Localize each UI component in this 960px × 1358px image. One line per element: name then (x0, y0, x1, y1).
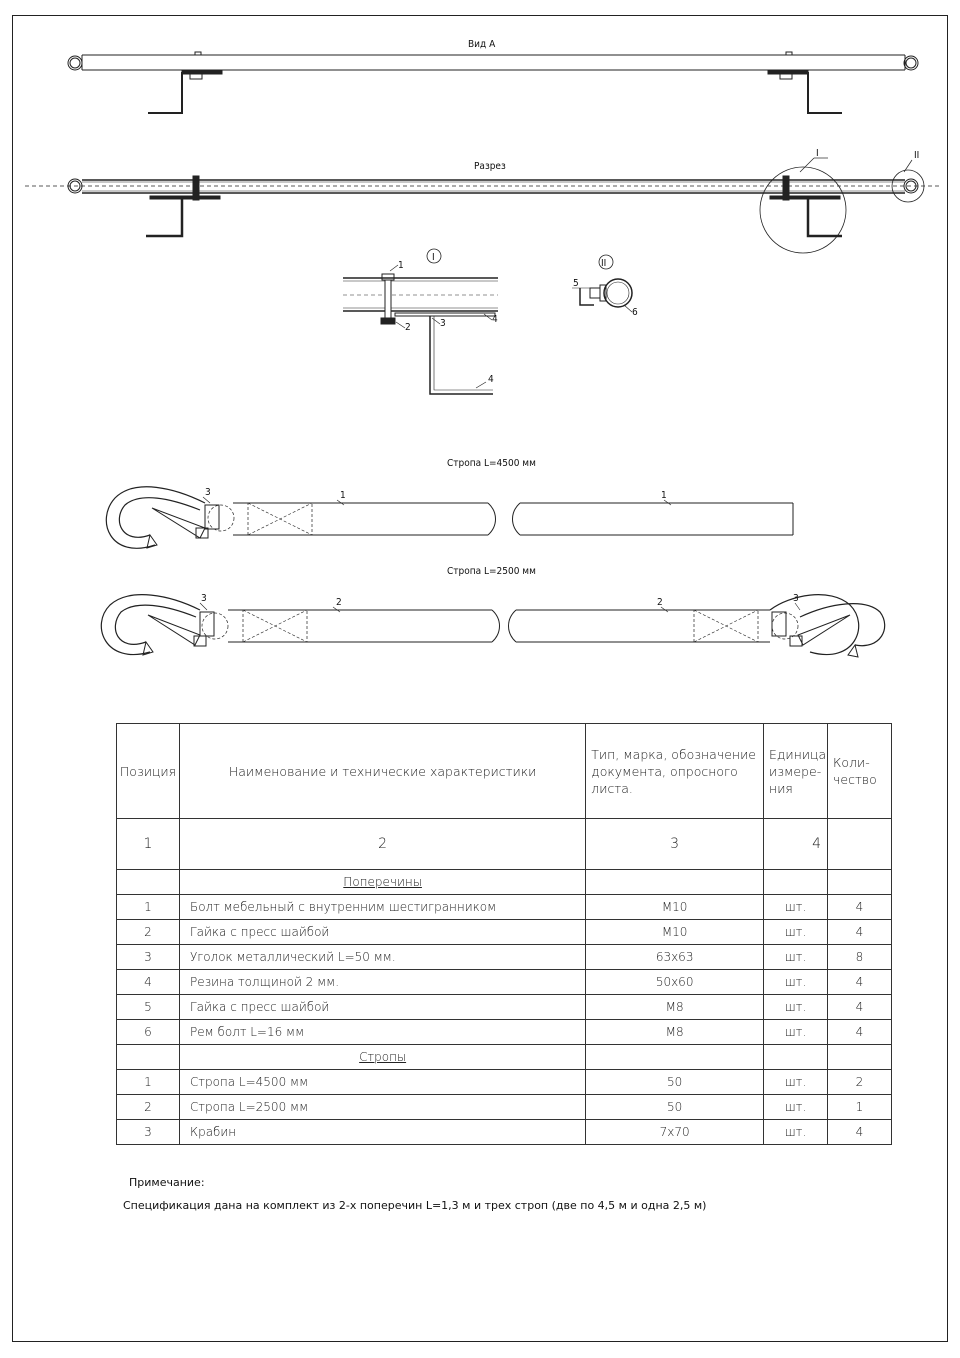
header-type: Тип, марка, обозначение документа, опросного листа. (586, 724, 764, 819)
cell-unit: шт. (764, 970, 828, 995)
cell-unit: шт. (764, 1120, 828, 1145)
detail-i-label: I (432, 252, 435, 263)
index-cell: 4 (764, 819, 828, 870)
section-view (25, 148, 942, 253)
callout-ii: II (914, 150, 920, 161)
cell-qty: 4 (828, 1120, 892, 1145)
group-row-slings (117, 1045, 892, 1070)
index-row (117, 819, 892, 870)
table-row (117, 970, 892, 995)
cell-unit: шт. (764, 995, 828, 1020)
sling-2500-title: Стропа L=2500 мм (447, 566, 536, 577)
callout-i: I (816, 148, 819, 159)
cell-type: 63х63 (586, 945, 764, 970)
header-name: Наименование и технические характеристики (179, 724, 585, 819)
table-row (117, 920, 892, 945)
cell-qty: 1 (828, 1095, 892, 1120)
cell-unit: шт. (764, 895, 828, 920)
index-cell (828, 819, 892, 870)
sling-2500-num-3b: 3 (793, 593, 799, 604)
sling-4500-num-1b: 1 (661, 490, 667, 501)
cell-name: Стропа L=4500 мм (179, 1070, 585, 1095)
cell-type: М10 (586, 920, 764, 945)
detail-ii-label: II (601, 258, 607, 269)
cell-type: М8 (586, 1020, 764, 1045)
cell-qty: 4 (828, 1020, 892, 1045)
table-row (117, 1020, 892, 1045)
cell-type: М10 (586, 895, 764, 920)
note-text: Спецификация дана на комплект из 2-х поперечин L=1,3 м и трех строп (две по 4,5 м и одна 2,5 м) (123, 1199, 707, 1212)
sling-2500 (101, 566, 884, 657)
cell-unit: шт. (764, 1070, 828, 1095)
sling-4500-num-3: 3 (205, 487, 211, 498)
note-title: Примечание: (129, 1176, 205, 1189)
sling-2500-num-3a: 3 (201, 593, 207, 604)
table-row (117, 895, 892, 920)
detail-i-num-2: 2 (405, 322, 411, 333)
cell-qty: 4 (828, 970, 892, 995)
cell-name: Гайка с пресс шайбой (179, 920, 585, 945)
detail-ii (572, 255, 638, 318)
sling-4500-title: Стропа L=4500 мм (447, 458, 536, 469)
header-unit: Единица измере- ния (764, 724, 828, 819)
cell-pos: 6 (117, 1020, 180, 1045)
cell-type: 50 (586, 1095, 764, 1120)
table-row (117, 1095, 892, 1120)
table-row (117, 995, 892, 1020)
cell-type: 50х60 (586, 970, 764, 995)
table-row (117, 1120, 892, 1145)
view-a (68, 39, 918, 113)
cell-pos: 3 (117, 1120, 180, 1145)
index-cell: 3 (586, 819, 764, 870)
sling-4500 (106, 458, 793, 548)
group-title: Поперечины (343, 875, 422, 889)
cell-qty: 4 (828, 895, 892, 920)
cell-qty: 4 (828, 995, 892, 1020)
detail-i (343, 249, 498, 394)
detail-i-num-4b: 4 (488, 374, 494, 385)
cell-name: Резина толщиной 2 мм. (179, 970, 585, 995)
detail-i-num-3: 3 (440, 318, 446, 329)
header-qty: Коли- чество (828, 724, 892, 819)
specification-table (116, 723, 892, 1145)
index-cell: 2 (179, 819, 585, 870)
cell-name: Стропа L=2500 мм (179, 1095, 585, 1120)
view-a-label: Вид А (468, 39, 496, 50)
sling-4500-num-1a: 1 (340, 490, 346, 501)
index-cell: 1 (117, 819, 180, 870)
section-label: Разрез (474, 161, 506, 172)
table-header-row (117, 724, 892, 819)
cell-qty: 8 (828, 945, 892, 970)
detail-i-num-1: 1 (398, 260, 404, 271)
header-position: Позиция (117, 724, 180, 819)
cell-name: Болт мебельный с внутренним шестигранником (179, 895, 585, 920)
detail-ii-num-6: 6 (632, 307, 638, 318)
cell-qty: 2 (828, 1070, 892, 1095)
cell-unit: шт. (764, 945, 828, 970)
cell-type: 50 (586, 1070, 764, 1095)
cell-name: Уголок металлический L=50 мм. (179, 945, 585, 970)
cell-pos: 1 (117, 1070, 180, 1095)
cell-unit: шт. (764, 920, 828, 945)
sling-2500-num-2b: 2 (657, 597, 663, 608)
table-row (117, 945, 892, 970)
group-title: Стропы (359, 1050, 407, 1064)
table-row (117, 1070, 892, 1095)
cell-pos: 1 (117, 895, 180, 920)
cell-unit: шт. (764, 1095, 828, 1120)
cell-pos: 3 (117, 945, 180, 970)
detail-i-num-4a: 4 (492, 314, 498, 325)
cell-name: Крабин (179, 1120, 585, 1145)
detail-ii-num-5: 5 (573, 278, 579, 289)
sling-2500-num-2a: 2 (336, 597, 342, 608)
cell-type: М8 (586, 995, 764, 1020)
cell-pos: 2 (117, 1095, 180, 1120)
cell-pos: 4 (117, 970, 180, 995)
cell-unit: шт. (764, 1020, 828, 1045)
group-row-crossbars (117, 870, 892, 895)
cell-qty: 4 (828, 920, 892, 945)
cell-name: Рем болт L=16 мм (179, 1020, 585, 1045)
cell-pos: 5 (117, 995, 180, 1020)
cell-pos: 2 (117, 920, 180, 945)
cell-type: 7х70 (586, 1120, 764, 1145)
cell-name: Гайка с пресс шайбой (179, 995, 585, 1020)
